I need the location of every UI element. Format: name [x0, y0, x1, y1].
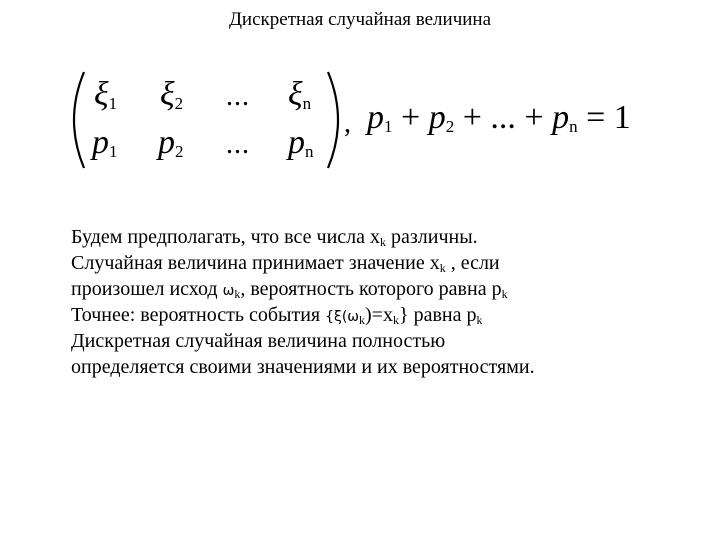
body-line-6: определяется своими значениями и их вероятностями. [71, 356, 535, 378]
body-text [71, 224, 691, 380]
probability-sum-equation: $p_1 + p_2$ + ... + $p_n = 1$ [367, 99, 631, 136]
distribution-formula [62, 66, 682, 174]
formula-comma: , [344, 108, 351, 139]
body-line-3: произошел исход $ѡ_k$, вероятность которого равна $p_k$ [71, 278, 508, 301]
body-line-2: Случайная величина принимает значение $x_k$ , если [71, 252, 500, 275]
matrix-cell-dots-1: ... [226, 81, 250, 112]
matrix-cell-p-2: $p_2$ [158, 124, 184, 161]
matrix-cell-p-n: $p_n$ [288, 124, 314, 161]
event-symbol: {ξ(ѡ [325, 309, 360, 325]
body-line-5: Дискретная случайная величина полностью [71, 330, 446, 352]
matrix-cell-xi-n: $\xi_n$ [288, 76, 312, 113]
matrix-cell-xi-1: $\xi_1$ [94, 76, 118, 113]
body-line-4: Точнее: вероятность события $\{\xi(ѡ_k)=x_k\}$ равна $p_k$ [71, 304, 483, 327]
omega-symbol: ѡ [222, 283, 235, 299]
slide-title: Дискретная случайная величина [228, 9, 492, 30]
body-line-1: Будем предполагать, что все числа $x_k$ различны. [71, 226, 478, 249]
matrix-cell-dots-2: ... [226, 129, 250, 160]
matrix-cell-xi-2: $\xi_2$ [160, 76, 184, 113]
matrix-cell-p-1: $p_1$ [92, 124, 118, 161]
